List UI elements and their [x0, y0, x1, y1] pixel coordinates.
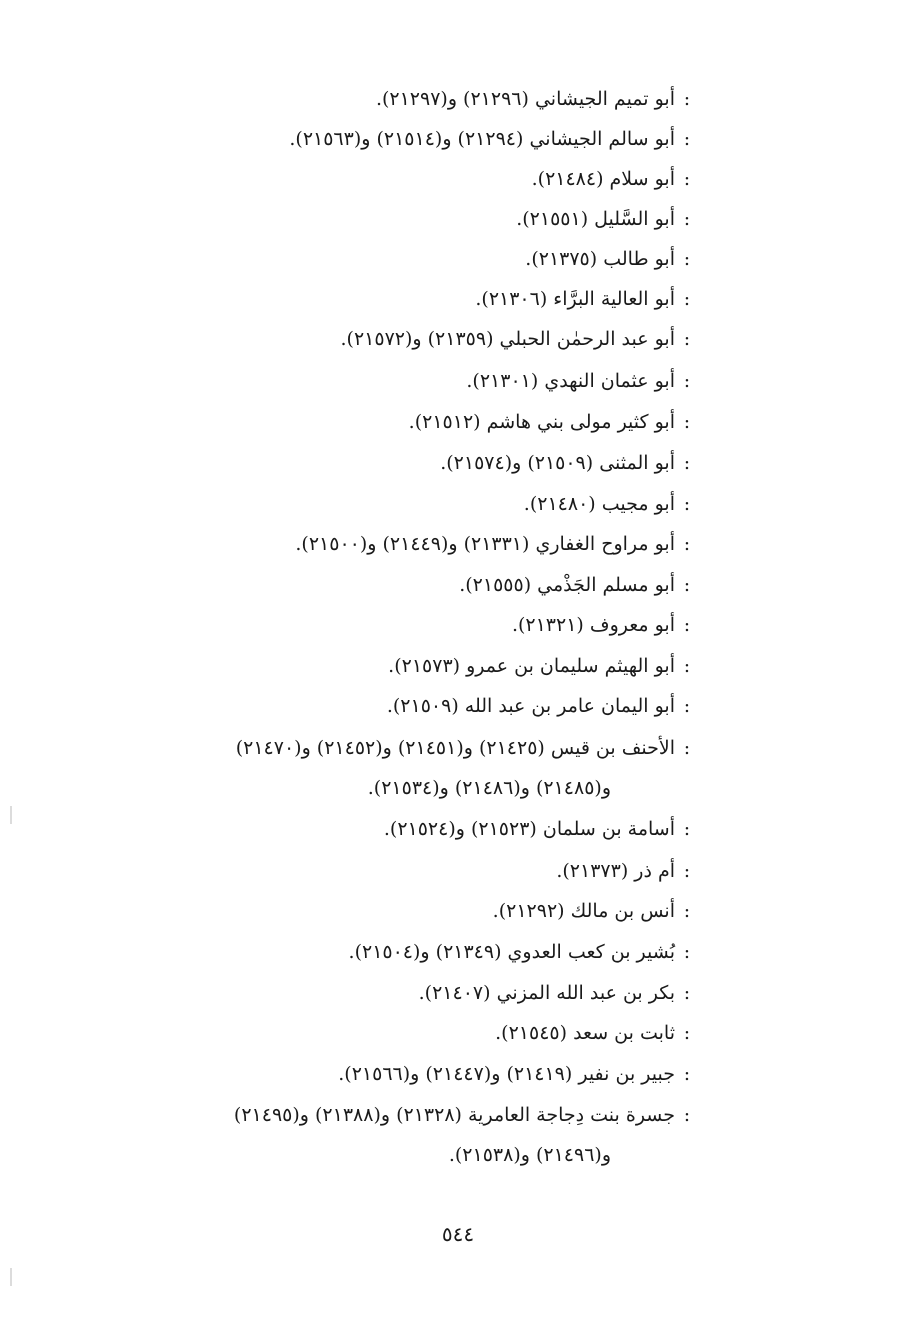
entry-separator: :	[683, 88, 691, 110]
entry-separator: :	[683, 860, 691, 882]
entry	[0, 655, 916, 685]
entry	[0, 1104, 916, 1176]
entry-separator: :	[683, 1022, 691, 1044]
entry	[0, 695, 916, 725]
scan-edge-mark	[10, 806, 12, 824]
entry-separator: :	[683, 411, 691, 433]
entry-text: أبو سالم الجيشاني (٢١٢٩٤) و(٢١٥١٤) و(٢١٥٦٣).	[289, 128, 675, 150]
entry-separator: :	[683, 1104, 691, 1126]
entry	[0, 288, 916, 318]
entry-text: أبو كثير مولى بني هاشم (٢١٥١٢).	[408, 411, 675, 433]
entry-text: أبو المثنى (٢١٥٠٩) و(٢١٥٧٤).	[440, 452, 675, 474]
entry	[0, 737, 916, 809]
entry	[0, 208, 916, 238]
entry-separator: :	[683, 168, 691, 190]
entry-separator: :	[683, 574, 691, 596]
entry	[0, 452, 916, 482]
entry-text: أبو طالب (٢١٣٧٥).	[525, 248, 675, 270]
entry-text: بُشير بن كعب العدوي (٢١٣٤٩) و(٢١٥٠٤).	[348, 941, 675, 963]
entry	[0, 168, 916, 198]
entry-separator: :	[683, 614, 691, 636]
entry-text: بكر بن عبد الله المزني (٢١٤٠٧).	[418, 982, 675, 1004]
entry	[0, 900, 916, 930]
entry	[0, 860, 916, 890]
scan-edge-mark	[10, 1268, 12, 1286]
entry-text: أسامة بن سلمان (٢١٥٢٣) و(٢١٥٢٤).	[383, 818, 675, 840]
entry	[0, 370, 916, 400]
entry-separator: :	[683, 328, 691, 350]
entry	[0, 982, 916, 1012]
entry-separator: :	[683, 900, 691, 922]
entry-text: ثابت بن سعد (٢١٥٤٥).	[495, 1022, 675, 1044]
entry	[0, 411, 916, 441]
entry	[0, 128, 916, 158]
entry-text: أبو اليمان عامر بن عبد الله (٢١٥٠٩).	[386, 695, 675, 717]
entry	[0, 493, 916, 523]
entry-text: أبو مسلم الجَذْمي (٢١٥٥٥).	[459, 574, 675, 596]
entry-separator: :	[683, 128, 691, 150]
entry-text: أبو معروف (٢١٣٢١).	[511, 614, 675, 636]
entry-text: أبو سلام (٢١٤٨٤).	[531, 168, 675, 190]
entry-separator: :	[683, 452, 691, 474]
entry-continuation: و(٢١٤٨٥) و(٢١٤٨٦) و(٢١٥٣٤).	[367, 777, 611, 799]
entry-separator: :	[683, 208, 691, 230]
entry-separator: :	[683, 248, 691, 270]
entry-text: أبو تميم الجيشاني (٢١٢٩٦) و(٢١٢٩٧).	[375, 88, 675, 110]
entry	[0, 88, 916, 118]
entry	[0, 533, 916, 563]
entry-text: جسرة بنت دِجاجة العامرية (٢١٣٢٨) و(٢١٣٨٨) و(٢١٤٩٥)	[233, 1104, 675, 1126]
entry-text: جبير بن نفير (٢١٤١٩) و(٢١٤٤٧) و(٢١٥٦٦).	[338, 1063, 675, 1085]
entry	[0, 574, 916, 604]
entry-text: أبو مراوح الغفاري (٢١٣٣١) و(٢١٤٤٩) و(٢١٥٠٠).	[295, 533, 675, 555]
entry-separator: :	[683, 533, 691, 555]
entry-separator: :	[683, 941, 691, 963]
entry	[0, 818, 916, 848]
entry-separator: :	[683, 1063, 691, 1085]
entry	[0, 1063, 916, 1093]
entry-separator: :	[683, 655, 691, 677]
entry-text: الأحنف بن قيس (٢١٤٢٥) و(٢١٤٥١) و(٢١٤٥٢) و(٢١٤٧٠)	[235, 737, 675, 759]
entry-separator: :	[683, 737, 691, 759]
page-number: ٥٤٤	[441, 1222, 475, 1246]
entry	[0, 328, 916, 358]
entry-text: أم ذر (٢١٣٧٣).	[556, 860, 675, 882]
entry	[0, 248, 916, 278]
entry-separator: :	[683, 818, 691, 840]
entry-text: أبو عبد الرحمٰن الحبلي (٢١٣٥٩) و(٢١٥٧٢).	[340, 328, 675, 350]
entry-separator: :	[683, 288, 691, 310]
entry-text: أبو عثمان النهدي (٢١٣٠١).	[466, 370, 675, 392]
entry-text: أبو الهيثم سليمان بن عمرو (٢١٥٧٣).	[388, 655, 675, 677]
entry-separator: :	[683, 982, 691, 1004]
entry	[0, 614, 916, 644]
entry-separator: :	[683, 695, 691, 717]
entry-separator: :	[683, 370, 691, 392]
entry	[0, 941, 916, 971]
entry-separator: :	[683, 493, 691, 515]
entry-text: أبو مجيب (٢١٤٨٠).	[523, 493, 675, 515]
entry	[0, 1022, 916, 1052]
entry-text: أبو العالية البرَّاء (٢١٣٠٦).	[475, 288, 675, 310]
entry-text: أنس بن مالك (٢١٢٩٢).	[492, 900, 675, 922]
entry-text: أبو السَّليل (٢١٥٥١).	[516, 208, 675, 230]
entry-continuation: و(٢١٤٩٦) و(٢١٥٣٨).	[448, 1144, 611, 1166]
